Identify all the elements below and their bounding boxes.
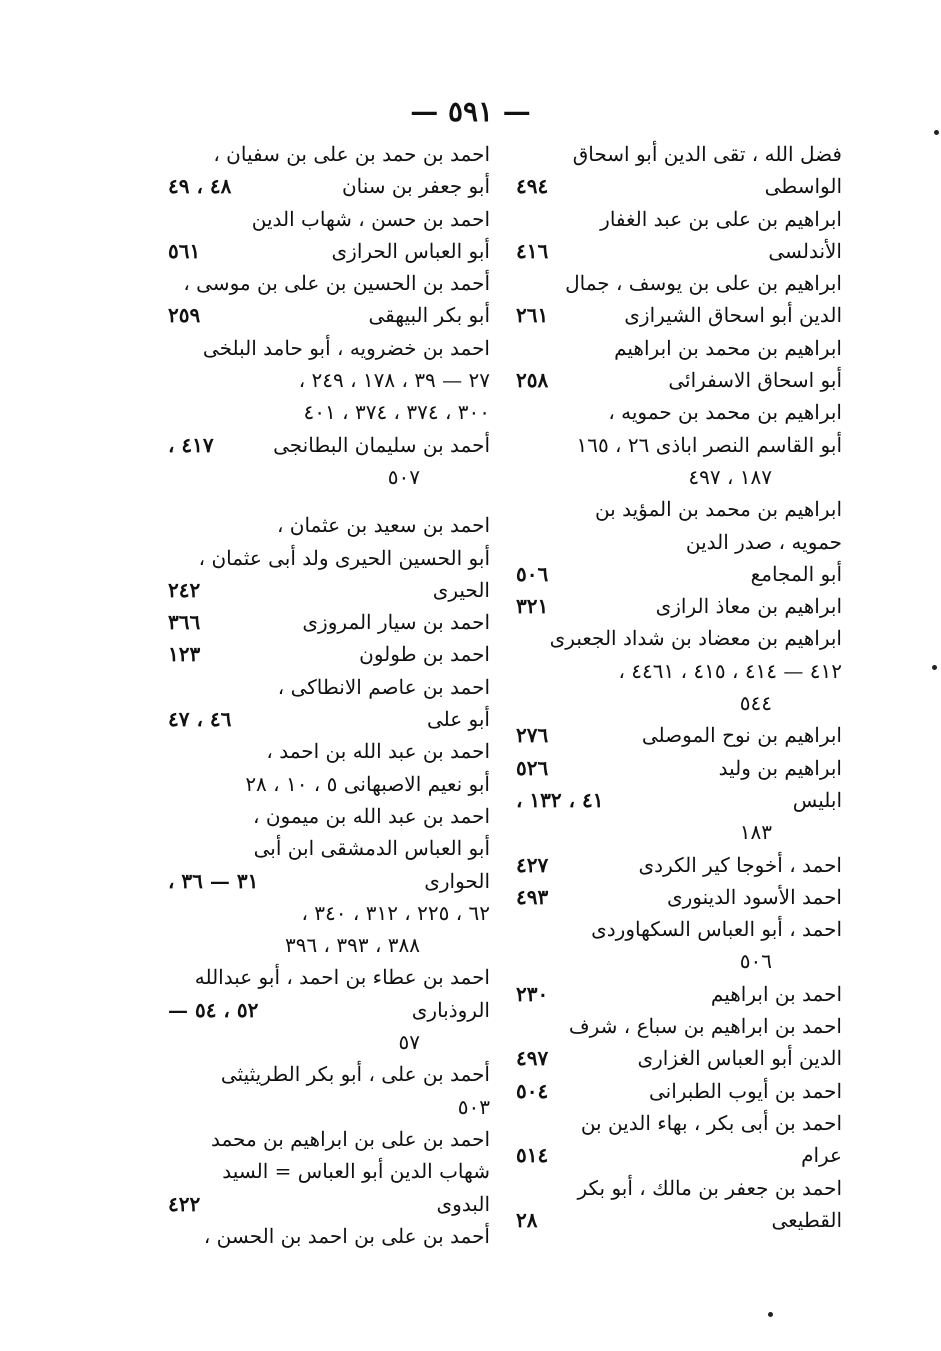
entry-text: ٥٤٤ — [739, 691, 772, 716]
entry-text: احمد بن عبد الله بن احمد ، — [266, 739, 490, 764]
entry-text: احمد ، أبو العباس السكهاوردى — [591, 917, 842, 942]
index-entry-line — [168, 542, 490, 574]
index-entry-line — [516, 590, 842, 622]
entry-text: أبو على — [426, 707, 490, 732]
index-entry-line — [168, 929, 490, 961]
entry-text: أبو جعفر بن سنان — [341, 174, 490, 199]
index-entry-line — [168, 461, 490, 493]
index-entry-line — [168, 606, 490, 638]
entry-text: احمد بن أبى بكر ، بهاء الدين بن — [580, 1110, 842, 1135]
entry-text: الأندلسى — [768, 238, 842, 263]
index-entry-line — [516, 526, 842, 558]
entry-text: ابراهيم بن محمد بن المؤيد بن — [594, 497, 842, 522]
entry-page-number: ٥٠٤ — [516, 1078, 549, 1103]
index-entry-line — [516, 1075, 842, 1107]
index-entry-line — [168, 267, 490, 299]
index-entry-line — [168, 735, 490, 767]
entry-text: ابراهيم بن على بن يوسف ، جمال — [565, 271, 842, 296]
entry-page-number: ٤١ ، ١٣٢ ، — [516, 787, 604, 812]
entry-page-number: ٥٠٦ — [516, 561, 549, 586]
entry-page-number: ٤٩٤ — [516, 174, 549, 199]
index-entry-line — [168, 332, 490, 364]
index-entry-line — [168, 203, 490, 235]
entry-text: احمد بن ابراهيم — [710, 981, 842, 1006]
index-entry-line — [168, 1091, 490, 1123]
index-entry-line — [168, 1220, 490, 1252]
entry-text: احمد ، أخوجا كير الكردى — [638, 852, 842, 877]
index-entry-line — [168, 865, 490, 897]
entry-text: أبو اسحاق الاسفرائى — [668, 368, 842, 393]
entry-page-number: ١٢٣ — [168, 642, 201, 667]
entry-text: أحمد بن على ، أبو بكر الطريثيثى — [220, 1062, 490, 1087]
margin-dot — [768, 1312, 773, 1317]
entry-page-number: ٢٥٨ — [516, 368, 549, 393]
entry-text: ٢٧ — ٣٩ ، ١٧٨ ، ٢٤٩ ، — [298, 368, 490, 393]
index-entry-line — [516, 332, 842, 364]
entry-text: ابراهيم بن محمد بن ابراهيم — [614, 335, 842, 360]
index-entry-line — [516, 396, 842, 428]
entry-page-number: ٤٩٧ — [516, 1046, 549, 1071]
entry-text: احمد بن عطاء بن احمد ، أبو عبدالله — [194, 965, 490, 990]
index-entry-line — [168, 994, 490, 1026]
index-entry-line — [516, 1010, 842, 1042]
index-entry-line — [516, 299, 842, 331]
entry-text: ابراهيم بن معضاد بن شداد الجعبرى — [549, 626, 842, 651]
index-entry-line — [516, 978, 842, 1010]
index-entry-line — [516, 1139, 842, 1171]
index-entry-line — [168, 800, 490, 832]
entry-text: احمد بن طولون — [359, 642, 490, 667]
margin-dot — [934, 130, 939, 135]
index-entry-line — [168, 832, 490, 864]
index-entry-line — [516, 267, 842, 299]
index-entry-line — [516, 558, 842, 590]
entry-text: شهاب الدين أبو العباس = السيد — [222, 1159, 490, 1184]
index-entry-line — [516, 881, 842, 913]
index-entry-line — [516, 719, 842, 751]
entry-page-number: ٣٦٦ — [168, 610, 201, 635]
index-entry-line — [516, 1042, 842, 1074]
entry-text: الحوارى — [424, 868, 490, 893]
entry-page-number: ٢٦١ — [516, 303, 549, 328]
index-entry-line — [168, 768, 490, 800]
margin-dot — [932, 665, 937, 670]
index-entry-line — [168, 299, 490, 331]
entry-text: أحمد بن على بن احمد بن الحسن ، — [203, 1223, 490, 1248]
entry-text: ٤١٢ — ٤١٤ ، ٤١٥ ، ٤٤٦١ ، — [618, 658, 842, 683]
index-entry-line — [516, 203, 842, 235]
entry-page-number: ٣٢١ — [516, 594, 549, 619]
entry-text: احمد بن حمد بن على بن سفيان ، — [213, 142, 490, 166]
index-entry-line — [168, 1026, 490, 1058]
entry-text: الحيرى — [432, 577, 490, 602]
entry-text: ١٨٧ ، ٤٩٧ — [688, 464, 772, 489]
entry-text: ابراهيم بن معاذ الرازى — [655, 594, 842, 619]
entry-text: أبو الحسين الحيرى ولد أبى عثمان ، — [198, 545, 490, 570]
index-entry-line — [168, 170, 490, 202]
entry-page-number: ٥٢٦ — [516, 755, 549, 780]
index-entry-line — [516, 1172, 842, 1204]
entry-text: احمد بن خضرويه ، أبو حامد البلخى — [202, 335, 490, 360]
entry-text: فضل الله ، تقى الدين أبو اسحاق — [572, 142, 842, 166]
entry-page-number: ٤٩٣ — [516, 884, 549, 909]
entry-page-number: ٤١٧ ، — [168, 432, 214, 457]
entry-page-number: ٤١٦ — [516, 238, 549, 263]
index-entry-line — [168, 703, 490, 735]
entry-text: ٣٠٠ ، ٣٧٤ ، ٣٧٤ ، ٤٠١ — [303, 400, 490, 425]
entry-page-number: ٥٦١ — [168, 238, 201, 263]
index-entry-line — [168, 509, 490, 541]
index-entry-line — [516, 913, 842, 945]
entry-text: الدين أبو العباس الغزارى — [637, 1046, 842, 1071]
entry-text: أبو بكر البيهقى — [368, 303, 490, 328]
entry-text: القطيعى — [771, 1207, 842, 1232]
index-entry-line — [516, 784, 842, 816]
entry-text: ابراهيم بن نوح الموصلى — [641, 723, 842, 748]
entry-page-number: ٢٥٩ — [168, 303, 201, 328]
index-entry-line — [516, 493, 842, 525]
entry-text: احمد الأسود الدينورى — [666, 884, 842, 909]
entry-text: ٥٠٣ — [457, 1094, 490, 1119]
entry-text: احمد بن جعفر بن مالك ، أبو بكر — [577, 1175, 842, 1200]
index-entry-line — [168, 364, 490, 396]
index-entry-line — [168, 1155, 490, 1187]
index-entry-line — [516, 687, 842, 719]
entry-text: أبو العباس الدمشقى ابن أبى — [253, 836, 490, 861]
index-entry-line — [516, 945, 842, 977]
index-entry-line — [516, 364, 842, 396]
index-entry-line — [168, 235, 490, 267]
index-entry-line — [168, 897, 490, 929]
entry-page-number: ٥١٤ — [516, 1143, 549, 1168]
entry-text: حمويه ، صدر الدين — [685, 529, 842, 554]
entry-text: احمد بن أيوب الطبرانى — [648, 1078, 842, 1103]
index-entry-line — [168, 138, 490, 170]
entry-text: احمد بن سعيد بن عثمان ، — [276, 513, 490, 538]
index-entry-line — [516, 138, 842, 170]
index-entry-line — [516, 170, 842, 202]
index-entry-line — [516, 655, 842, 687]
entry-text: أحمد بن سليمان البطانجى — [273, 432, 490, 457]
entry-text: احمد بن ابراهيم بن سباع ، شرف — [568, 1014, 842, 1039]
index-entry-line — [516, 816, 842, 848]
index-column-left — [168, 138, 490, 1252]
index-entry-line — [168, 429, 490, 461]
entry-text: ٦٢ ، ٢٢٥ ، ٣١٢ ، ٣٤٠ ، — [301, 900, 490, 925]
index-entry-line — [516, 752, 842, 784]
entry-text: أبو المجامع — [750, 561, 842, 586]
entry-page-number: ٢٣٠ — [516, 981, 549, 1006]
entry-page-number: ٥٢ ، ٥٤ — — [168, 997, 259, 1022]
entry-page-number: ٢٨ — [516, 1207, 538, 1232]
index-entry-line — [168, 1058, 490, 1090]
entry-text: أبو القاسم النصر اباذى ٢٦ ، ١٦٥ — [576, 432, 842, 457]
entry-text: احمد بن حسن ، شهاب الدين — [251, 206, 490, 231]
entry-page-number: ٣١ — ٣٦ ، — [168, 868, 259, 893]
entry-text: الروذبارى — [411, 997, 490, 1022]
entry-text: البدوى — [436, 1191, 490, 1216]
entry-text: عرام — [801, 1143, 842, 1168]
entry-text: أبو العباس الحرازى — [331, 238, 490, 263]
entry-page-number: ٤٢٧ — [516, 852, 549, 877]
entry-text: أحمد بن الحسين بن على بن موسى ، — [183, 271, 490, 296]
entry-text: ١٨٣ — [739, 820, 772, 845]
index-entry-line — [516, 849, 842, 881]
entry-page-number: ٤٨ ، ٤٩ — [168, 174, 232, 199]
index-entry-line — [168, 961, 490, 993]
entry-text: الواسطى — [764, 174, 842, 199]
index-entry-line — [168, 1188, 490, 1220]
entry-text: ٥٠٧ — [387, 464, 420, 489]
entry-text: ابراهيم بن محمد بن حمويه ، — [608, 400, 842, 425]
index-entry-line — [168, 396, 490, 428]
entry-text: احمد بن عبد الله بن ميمون ، — [253, 803, 490, 828]
index-entry-line — [516, 1204, 842, 1236]
entry-text: احمد بن على بن ابراهيم بن محمد — [210, 1126, 490, 1151]
entry-text: الدين أبو اسحاق الشيرازى — [624, 303, 842, 328]
entry-page-number: ٢٤٢ — [168, 577, 201, 602]
index-entry-line — [516, 461, 842, 493]
entry-text: ابراهيم بن على بن عبد الغفار — [600, 206, 842, 231]
index-entry-line — [168, 574, 490, 606]
entry-text: احمد بن سيار المروزى — [302, 610, 490, 635]
entry-text: ابليس — [792, 787, 842, 812]
entry-page-number: ٤٢٢ — [168, 1191, 201, 1216]
index-entry-line — [168, 493, 490, 509]
index-entry-line — [168, 671, 490, 703]
entry-text: أبو نعيم الاصبهانى ٥ ، ١٠ ، ٢٨ — [245, 771, 490, 796]
index-entry-line — [168, 1123, 490, 1155]
index-entry-line — [516, 622, 842, 654]
entry-text: ٣٨٨ ، ٣٩٣ ، ٣٩٦ — [284, 933, 420, 958]
page-number: — ٥٩١ — — [410, 95, 531, 128]
entry-page-number: ٤٦ ، ٤٧ — [168, 707, 232, 732]
index-entry-line — [168, 638, 490, 670]
index-column-right — [516, 138, 842, 1236]
entry-text: ٥٧ — [398, 1030, 420, 1055]
index-entry-line — [516, 429, 842, 461]
entry-text: احمد بن عاصم الانطاكى ، — [277, 674, 490, 699]
entry-page-number: ٢٧٦ — [516, 723, 549, 748]
entry-text: ٥٠٦ — [739, 949, 772, 974]
index-entry-line — [516, 235, 842, 267]
index-entry-line — [516, 1107, 842, 1139]
entry-text: ابراهيم بن وليد — [718, 755, 842, 780]
